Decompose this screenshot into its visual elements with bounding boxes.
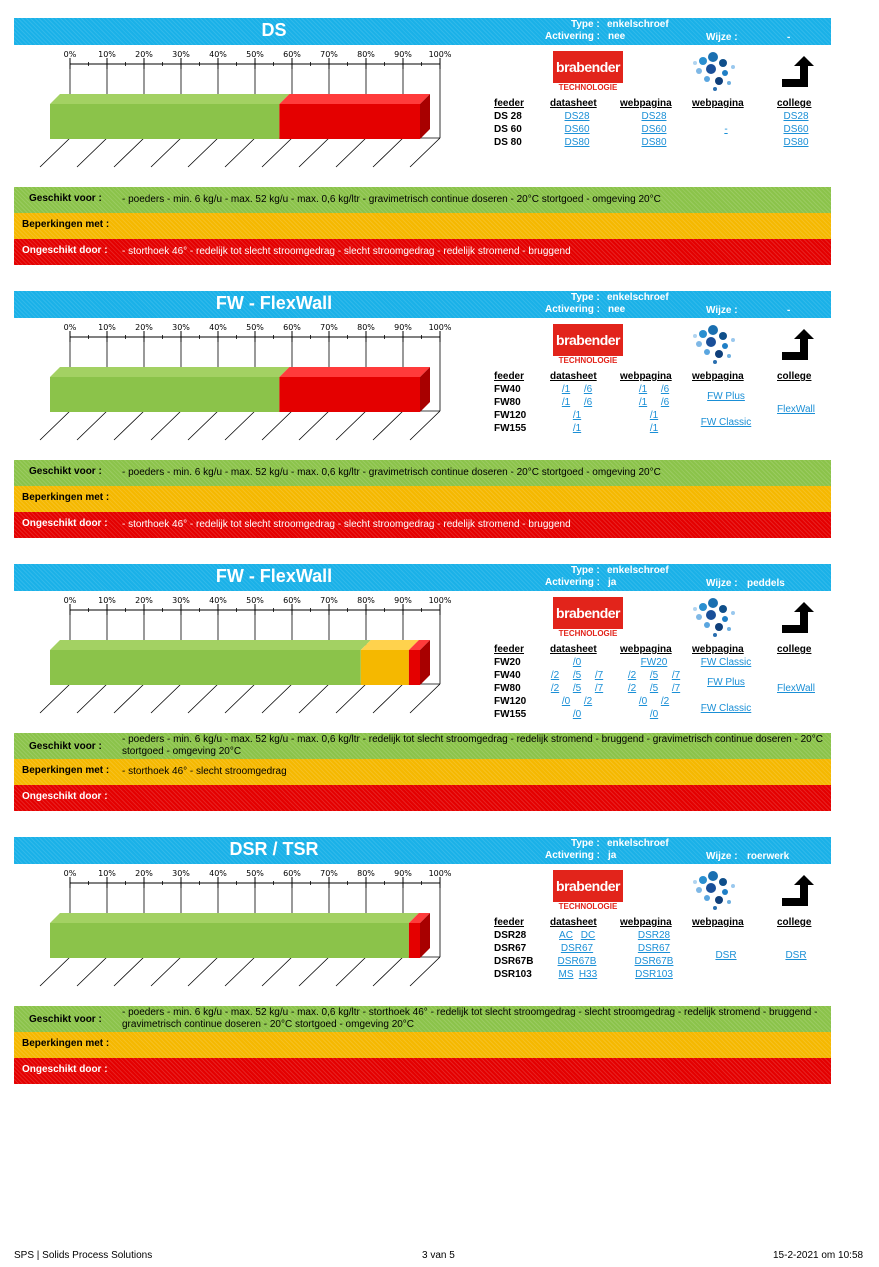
tick-label: 90% (394, 596, 412, 605)
tick-label: 70% (320, 596, 338, 605)
webpagina-link[interactable]: /1 (649, 423, 659, 434)
datasheet-link[interactable]: /0 (561, 696, 571, 707)
bar-segment-red (409, 923, 420, 958)
datasheet-link[interactable]: MS (558, 969, 574, 980)
feeder-name: DSR103 (494, 969, 532, 980)
feeder-name: FW80 (494, 683, 521, 694)
feeder-header: feeder (494, 644, 525, 655)
tick-label: 80% (357, 869, 375, 878)
datasheet-link[interactable]: /6 (583, 397, 593, 408)
activering-label: Activering : (545, 850, 601, 861)
gridline-floor (77, 138, 107, 167)
return-arrow-icon[interactable] (780, 873, 814, 907)
webpagina-header: webpagina (620, 917, 672, 928)
college-link[interactable]: DS80 (783, 137, 809, 148)
tick-label: 70% (320, 50, 338, 59)
tick-label: 50% (246, 596, 264, 605)
datasheet-link[interactable]: /6 (583, 384, 593, 395)
band-text: - poeders - min. 6 kg/u - max. 52 kg/u - max. 0,6 kg/ltr - gravimetrisch continue doseren - 20°C stortgoed - omgeving 20°C (122, 467, 661, 478)
datasheet-link[interactable]: DSR67 (560, 943, 594, 954)
webpagina-header: webpagina (620, 98, 672, 109)
tick-label: 40% (209, 596, 227, 605)
gridline-floor (151, 138, 181, 167)
section-header (14, 18, 831, 45)
datasheet-link[interactable]: /2 (583, 696, 593, 707)
globe-icon (687, 320, 739, 366)
gridline-floor (262, 684, 292, 713)
brabender-logo-text: brabender (553, 51, 623, 83)
tick-label: 0% (63, 323, 77, 332)
gridline-floor (299, 138, 329, 167)
webpagina-link[interactable]: DS28 (641, 111, 667, 122)
webpagina-2-link[interactable]: DSR (715, 949, 737, 961)
band-text: - poeders - min. 6 kg/u - max. 52 kg/u - max. 0,6 kg/ltr - gravimetrisch continue doseren - 20°C stortgoed - omgeving 20°C (122, 194, 661, 205)
tick-label: 80% (357, 50, 375, 59)
college-header: college (777, 644, 812, 655)
gridline-floor (373, 138, 403, 167)
tick-label: 90% (394, 869, 412, 878)
tick-label: 70% (320, 323, 338, 332)
type-value: enkelschroef (607, 565, 669, 576)
suitable-band (14, 187, 831, 213)
band-label: Ongeschikt door : (22, 791, 108, 802)
gridline-floor (410, 684, 440, 713)
bar-segment-green (50, 104, 279, 139)
activering-value: nee (608, 304, 626, 315)
feeder-name: DSR67B (494, 956, 534, 967)
section-header (14, 564, 831, 591)
return-arrow-icon[interactable] (780, 327, 814, 361)
tick-label: 100% (428, 596, 452, 605)
datasheet-link[interactable]: /0 (572, 657, 582, 668)
bar-segment-top (50, 367, 289, 377)
gridline-floor (188, 411, 218, 440)
brabender-logo-sub: TECHNOLOGIE (558, 629, 618, 638)
webpagina-link[interactable]: /7 (671, 683, 681, 694)
feeder-section (14, 291, 831, 541)
gridline-floor (40, 957, 70, 986)
suitable-band (14, 1006, 831, 1032)
gridline-floor (188, 684, 218, 713)
webpagina-header-2: webpagina (692, 917, 744, 928)
gridline-floor (77, 684, 107, 713)
gridline-floor (373, 411, 403, 440)
wijze-label: Wijze : (706, 32, 738, 43)
feeder-header: feeder (494, 98, 525, 109)
college-link[interactable]: DS28 (783, 111, 809, 122)
gridline-floor (77, 411, 107, 440)
bar-segment-red (279, 377, 420, 412)
webpagina-header-2: webpagina (692, 98, 744, 109)
bar-segment-green (50, 923, 409, 958)
college-link[interactable]: DSR (785, 949, 807, 961)
webpagina-header-2: webpagina (692, 371, 744, 382)
college-header: college (777, 917, 812, 928)
gridline-floor (114, 411, 144, 440)
band-label: Beperkingen met : (22, 1038, 110, 1049)
footer-date: 15-2-2021 om 10:58 (773, 1250, 864, 1261)
webpagina-link[interactable]: /5 (649, 670, 659, 681)
bar-segment-red (279, 104, 420, 139)
gridline-floor (225, 138, 255, 167)
tick-label: 100% (428, 869, 452, 878)
section-title: FW - FlexWall (215, 293, 333, 313)
tick-label: 30% (172, 50, 190, 59)
tick-label: 80% (357, 323, 375, 332)
gridline-floor (40, 684, 70, 713)
webpagina-link[interactable]: DSR103 (635, 969, 673, 980)
webpagina-header: webpagina (620, 644, 672, 655)
tick-label: 30% (172, 323, 190, 332)
band-text: - storthoek 46° - redelijk tot slecht stroomgedrag - slecht stroomgedrag - redelijk stromend - bruggend (122, 519, 571, 530)
gridline-floor (151, 411, 181, 440)
webpagina-link[interactable]: /1 (638, 384, 648, 395)
globe-icon (687, 47, 739, 93)
webpagina-link[interactable]: DS80 (641, 137, 667, 148)
college-link[interactable]: DS60 (783, 124, 809, 135)
activering-label: Activering : (545, 304, 601, 315)
feeder-header: feeder (494, 917, 525, 928)
webpagina-link[interactable]: /6 (660, 397, 670, 408)
gridline-floor (151, 957, 181, 986)
tick-label: 60% (283, 869, 301, 878)
gridline-floor (373, 684, 403, 713)
bar-segment-top (50, 640, 371, 650)
webpagina-link[interactable]: FW20 (640, 657, 668, 668)
gridline-floor (225, 957, 255, 986)
gridline-floor (336, 138, 366, 167)
wijze-value: - (787, 32, 791, 43)
webpagina-header: webpagina (620, 371, 672, 382)
section-title: DS (261, 20, 287, 40)
datasheet-link[interactable]: /1 (561, 397, 571, 408)
webpagina-link[interactable]: DSR67 (637, 943, 671, 954)
feeder-name: FW155 (494, 709, 527, 720)
feeder-name: DS 28 (494, 111, 522, 122)
section-header (14, 837, 831, 864)
type-label: Type : (571, 565, 600, 576)
feeder-name: FW120 (494, 696, 527, 707)
bar-segment-top (50, 913, 419, 923)
band-text: - storthoek 46° - redelijk tot slecht stroomgedrag - slecht stroomgedrag - redelijk stromend - bruggend (122, 246, 571, 257)
section-title: FW - FlexWall (215, 566, 333, 586)
college-link[interactable]: FlexWall (777, 403, 815, 415)
webpagina-2-link[interactable]: FW Classic (700, 416, 752, 428)
webpagina-2-link[interactable]: FW Plus (707, 676, 745, 688)
activering-label: Activering : (545, 31, 601, 42)
feeder-header: feeder (494, 371, 525, 382)
webpagina-header-2: webpagina (692, 644, 744, 655)
feeder-name: FW155 (494, 423, 527, 434)
webpagina-2-link[interactable]: FW Classic (700, 657, 752, 668)
gridline-floor (225, 684, 255, 713)
gridline-floor (262, 957, 292, 986)
feeder-section (14, 18, 831, 268)
limitations-band (14, 486, 831, 512)
gridline-floor (188, 138, 218, 167)
feeder-name: DS 80 (494, 137, 522, 148)
tick-label: 30% (172, 596, 190, 605)
tick-label: 40% (209, 50, 227, 59)
tick-label: 20% (135, 323, 153, 332)
datasheet-link[interactable]: DSR67B (557, 956, 597, 967)
datasheet-link[interactable]: /7 (594, 670, 604, 681)
webpagina-2-link[interactable]: FW Plus (707, 390, 745, 402)
return-arrow-icon[interactable] (780, 54, 814, 88)
webpagina-link[interactable]: /2 (660, 696, 670, 707)
gridline-floor (373, 957, 403, 986)
limitations-band (14, 759, 831, 785)
gridline-floor (262, 138, 292, 167)
datasheet-link[interactable]: DS80 (564, 137, 590, 148)
webpagina-link[interactable]: /1 (638, 397, 648, 408)
unsuitable-band (14, 785, 831, 811)
datasheet-link[interactable]: /7 (594, 683, 604, 694)
feeder-name: FW40 (494, 670, 521, 681)
tick-label: 90% (394, 50, 412, 59)
footer-company: SPS | Solids Process Solutions (14, 1250, 153, 1261)
band-label: Geschikt voor : (29, 1014, 102, 1025)
tick-label: 60% (283, 50, 301, 59)
wijze-value: peddels (747, 578, 785, 589)
webpagina-2-link[interactable]: - (724, 124, 728, 135)
tick-label: 50% (246, 869, 264, 878)
feeder-name: FW80 (494, 397, 521, 408)
datasheet-header: datasheet (550, 371, 597, 382)
webpagina-link[interactable]: /2 (627, 670, 637, 681)
datasheet-link[interactable]: /0 (572, 709, 582, 720)
datasheet-link[interactable]: AC (559, 930, 573, 941)
gridline-floor (262, 411, 292, 440)
datasheet-link[interactable]: DC (580, 930, 596, 941)
brabender-logo-text: brabender (553, 324, 623, 356)
gridline-floor (151, 684, 181, 713)
tick-label: 90% (394, 323, 412, 332)
tick-label: 70% (320, 869, 338, 878)
bar-segment-red (409, 650, 420, 685)
tick-label: 50% (246, 323, 264, 332)
unsuitable-band (14, 512, 831, 538)
datasheet-link[interactable]: DS60 (564, 124, 590, 135)
webpagina-link[interactable]: /5 (649, 683, 659, 694)
brabender-logo-text: brabender (553, 597, 623, 629)
fit-chart (14, 866, 484, 994)
gridline-floor (410, 957, 440, 986)
band-text: - poeders - min. 6 kg/u - max. 52 kg/u - max. 0,6 kg/ltr - redelijk tot slecht stroomgedrag - redelijk stromend - bruggend - gravimetrisch continue doseren - 20°C stortgoed - omgeving 20°C (122, 734, 823, 757)
tick-label: 10% (98, 596, 116, 605)
webpagina-link[interactable]: DSR67B (634, 956, 674, 967)
section-title: DSR / TSR (229, 839, 319, 859)
datasheet-header: datasheet (550, 644, 597, 655)
webpagina-link[interactable]: DS60 (641, 124, 667, 135)
brabender-logo (553, 597, 623, 639)
gridline-floor (410, 138, 440, 167)
feeder-name: DS 60 (494, 124, 522, 135)
gridline-floor (225, 411, 255, 440)
activering-value: nee (608, 31, 626, 42)
brabender-logo (553, 51, 623, 93)
wijze-value: - (787, 305, 791, 316)
college-link[interactable]: FlexWall (777, 683, 815, 694)
brabender-logo-text: brabender (553, 870, 623, 902)
gridline-floor (336, 684, 366, 713)
brabender-logo (553, 870, 623, 912)
bar-segment-green (50, 377, 279, 412)
section-header (14, 291, 831, 318)
brabender-logo-sub: TECHNOLOGIE (558, 83, 618, 92)
fit-chart (14, 47, 484, 175)
brabender-logo (553, 324, 623, 366)
gridline-floor (299, 411, 329, 440)
bar-segment-top (279, 367, 430, 377)
datasheet-header: datasheet (550, 98, 597, 109)
tick-label: 80% (357, 596, 375, 605)
datasheet-link[interactable]: /1 (572, 410, 582, 421)
gridline-floor (77, 957, 107, 986)
type-label: Type : (571, 292, 600, 303)
bar-segment-top (361, 640, 419, 650)
tick-label: 20% (135, 596, 153, 605)
webpagina-link[interactable]: /1 (649, 410, 659, 421)
wijze-label: Wijze : (706, 578, 738, 589)
tick-label: 20% (135, 50, 153, 59)
gridline-floor (40, 138, 70, 167)
type-label: Type : (571, 19, 600, 30)
limitations-band (14, 213, 831, 239)
feeder-name: FW20 (494, 657, 521, 668)
band-label: Geschikt voor : (29, 466, 102, 477)
band-label: Ongeschikt door : (22, 518, 108, 529)
tick-label: 30% (172, 869, 190, 878)
tick-label: 0% (63, 869, 77, 878)
feeder-name: DSR28 (494, 930, 527, 941)
webpagina-2-link[interactable]: FW Classic (700, 702, 752, 714)
bar-segment-green (50, 650, 361, 685)
bar-segment-orange (361, 650, 409, 685)
gridline-floor (40, 411, 70, 440)
globe-icon (687, 593, 739, 639)
tick-label: 40% (209, 869, 227, 878)
tick-label: 10% (98, 50, 116, 59)
band-label: Beperkingen met : (22, 765, 110, 776)
tick-label: 50% (246, 50, 264, 59)
activering-value: ja (608, 850, 617, 861)
fit-chart (14, 320, 484, 448)
datasheet-link[interactable]: /2 (550, 683, 560, 694)
webpagina-link[interactable]: /0 (638, 696, 648, 707)
band-label: Ongeschikt door : (22, 1064, 108, 1075)
type-value: enkelschroef (607, 19, 669, 30)
tick-label: 60% (283, 323, 301, 332)
band-label: Geschikt voor : (29, 193, 102, 204)
webpagina-link[interactable]: /6 (660, 384, 670, 395)
datasheet-link[interactable]: /5 (572, 670, 582, 681)
datasheet-link[interactable]: H33 (578, 969, 598, 980)
tick-label: 60% (283, 596, 301, 605)
webpagina-link[interactable]: /0 (649, 709, 659, 720)
gridline-floor (114, 138, 144, 167)
brabender-logo-sub: TECHNOLOGIE (558, 356, 618, 365)
bar-segment-top (50, 94, 289, 104)
activering-value: ja (608, 577, 617, 588)
tick-label: 10% (98, 323, 116, 332)
gridline-floor (336, 957, 366, 986)
unsuitable-band (14, 239, 831, 265)
fit-chart (14, 593, 484, 721)
gridline-floor (114, 957, 144, 986)
suitable-band (14, 733, 831, 759)
band-label: Beperkingen met : (22, 492, 110, 503)
feeder-section (14, 837, 831, 1087)
tick-label: 10% (98, 869, 116, 878)
wijze-label: Wijze : (706, 305, 738, 316)
globe-icon (687, 866, 739, 912)
tick-label: 0% (63, 596, 77, 605)
datasheet-link[interactable]: /1 (561, 384, 571, 395)
datasheet-link[interactable]: /2 (550, 670, 560, 681)
band-label: Beperkingen met : (22, 219, 110, 230)
tick-label: 100% (428, 323, 452, 332)
footer-page-number: 3 van 5 (422, 1250, 455, 1261)
tick-label: 40% (209, 323, 227, 332)
return-arrow-icon[interactable] (780, 600, 814, 634)
wijze-value: roerwerk (747, 851, 790, 862)
type-label: Type : (571, 838, 600, 849)
datasheet-link[interactable]: /5 (572, 683, 582, 694)
unsuitable-band (14, 1058, 831, 1084)
datasheet-link[interactable]: /1 (572, 423, 582, 434)
tick-label: 100% (428, 50, 452, 59)
webpagina-link[interactable]: DSR28 (637, 930, 671, 941)
feeder-name: DSR67 (494, 943, 527, 954)
band-text: - poeders - min. 6 kg/u - max. 52 kg/u - max. 0,6 kg/ltr - storthoek 46° - redelijk tot slecht stroomgedrag - slecht stroomgedrag - redelijk stromend - bruggend - gravimetrisch continue doseren - 20°C stortgoed - omgeving 20°C (122, 1007, 818, 1030)
gridline-floor (299, 684, 329, 713)
feeder-name: FW40 (494, 384, 521, 395)
college-header: college (777, 98, 812, 109)
limitations-band (14, 1032, 831, 1058)
gridline-floor (188, 957, 218, 986)
brabender-logo-sub: TECHNOLOGIE (558, 902, 618, 911)
wijze-label: Wijze : (706, 851, 738, 862)
band-label: Geschikt voor : (29, 741, 102, 752)
type-value: enkelschroef (607, 838, 669, 849)
datasheet-link[interactable]: DS28 (564, 111, 590, 122)
gridline-floor (410, 411, 440, 440)
suitable-band (14, 460, 831, 486)
activering-label: Activering : (545, 577, 601, 588)
bar-segment-top (279, 94, 430, 104)
band-label: Ongeschikt door : (22, 245, 108, 256)
gridline-floor (336, 411, 366, 440)
tick-label: 20% (135, 869, 153, 878)
feeder-name: FW120 (494, 410, 527, 421)
college-header: college (777, 371, 812, 382)
datasheet-header: datasheet (550, 917, 597, 928)
gridline-floor (299, 957, 329, 986)
type-value: enkelschroef (607, 292, 669, 303)
webpagina-link[interactable]: /7 (671, 670, 681, 681)
webpagina-link[interactable]: /2 (627, 683, 637, 694)
tick-label: 0% (63, 50, 77, 59)
band-text: - storthoek 46° - slecht stroomgedrag (122, 766, 287, 777)
gridline-floor (114, 684, 144, 713)
feeder-section (14, 564, 831, 814)
